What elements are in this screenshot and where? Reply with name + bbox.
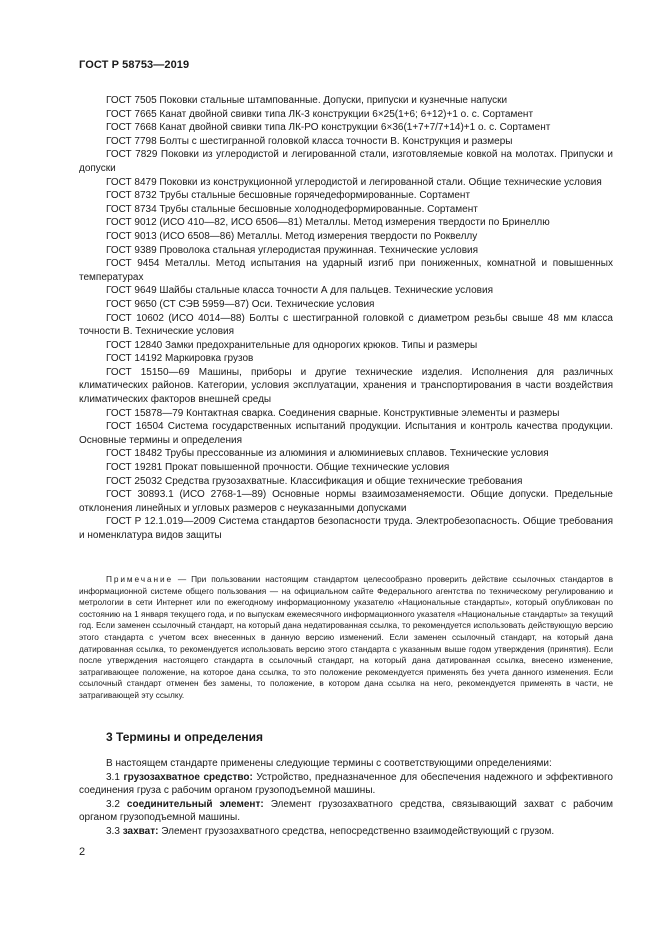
term-text: Элемент грузозахватного средства, непосредственно взаимодействующий с грузом. [161,825,555,837]
reference-item: ГОСТ 16504 Система государственных испытаний продукции. Испытания и контроль качества продукции. Основные термины и определения [79,421,613,446]
reference-item: ГОСТ 10602 (ИСО 4014—88) Болты с шестигранной головкой с диаметром резьбы свыше 48 мм класса точности В. Технические условия [79,312,613,338]
section-title: 3 Термины и определения [106,730,264,744]
term-name: захват: [122,825,159,837]
reference-item: ГОСТ 7668 Канат двойной свивки типа ЛК-РО конструкции 6×36(1+7+7/7+14)+1 о. с. Сортамент [106,122,551,134]
reference-item: ГОСТ 9012 (ИСО 410—82, ИСО 6506—81) Металлы. Метод измерения твердости по Бринеллю [106,217,550,229]
term-number: 3.3 [106,825,120,837]
reference-item: ГОСТ 18482 Трубы прессованные из алюминия и алюминиевых сплавов. Технические условия [106,448,549,460]
normative-references-list [79,94,613,543]
reference-item: ГОСТ 12840 Замки предохранительные для однорогих крюков. Типы и размеры [106,339,478,351]
reference-item: ГОСТ 8479 Поковки из конструкционной углеродистой и легированной стали. Общие технические условия [106,176,602,188]
term-text: Элемент грузозахватного средства, связывающий захват с рабочим органом грузоподъемной машины. [79,798,613,824]
reference-item: ГОСТ 8732 Трубы стальные бесшовные горячедеформированные. Сортамент [106,190,471,202]
reference-item: ГОСТ 15878—79 Контактная сварка. Соединения сварные. Конструктивные элементы и размеры [106,407,560,419]
term-name: грузозахватное средство: [123,771,253,783]
reference-item: ГОСТ 25032 Средства грузозахватные. Классификация и общие технические требования [106,475,523,487]
reference-item: ГОСТ 9454 Металлы. Метод испытания на ударный изгиб при пониженных, комнатной и повышенных температурах [79,258,613,283]
term-definition [79,825,613,839]
reference-item: ГОСТ 14192 Маркировка грузов [106,353,254,365]
reference-item: ГОСТ 9649 Шайбы стальные класса точности А для пальцев. Технические условия [106,285,493,297]
reference-item: ГОСТ 15150—69 Машины, приборы и другие технические изделия. Исполнения для различных климатических районов. Категории, условия эксплуатации, хранения и транспортирования в части воздействия климатических факторов внешней среды [79,366,613,406]
reference-item: ГОСТ 30893.1 (ИСО 2768-1—89) Основные нормы взаимозаменяемости. Общие допуски. Предельные отклонения линейных и угловых размеров с неуказанными допусками [79,489,613,514]
term-definition [79,798,613,825]
term-definition [79,771,613,798]
reference-item: ГОСТ 7829 Поковки из углеродистой и легированной стали, изготовляемые ковкой на молотах. Припуски и допуски [79,149,613,174]
reference-item: ГОСТ 8734 Трубы стальные бесшовные холоднодеформированные. Сортамент [106,203,478,215]
reference-item: ГОСТ 7505 Поковки стальные штампованные. Допуски, припуски и кузнечные напуски [106,95,508,106]
reference-item: ГОСТ 9650 (СТ СЭВ 5959—87) Оси. Технические условия [106,298,375,310]
term-number: 3.1 [106,771,120,783]
page-number: 2 [79,846,86,858]
document-header: ГОСТ Р 58753—2019 [79,59,190,71]
term-name: соединительный элемент: [126,798,264,810]
note-paragraph [79,574,613,702]
reference-item: ГОСТ 9389 Проволока стальная углеродистая пружинная. Технические условия [106,244,479,256]
note-label: Примечание [106,574,174,584]
note-text: — При пользовании настоящим стандартом целесообразно проверить действие ссылочных стандартов в информационной системе общего пользования — на официальном сайте Федерального агентства по техническому регулированию и метрологии в сети Интернет или по ежегодному информационному указателю «Национальные стандарты», который опубликован по состоянию на 1 января текущего года, и по выпускам ежемесячного информационного указателя «Национальные стандарты» за текущий год. Если заменен ссылочный стандарт, на который дана недатированная ссылка, то рекомендуется использовать действующую версию этого стандарта с учетом всех внесенных в данную версию изменений. Если заменен ссылочный стандарт, на который дана датированная ссылка, то рекомендуется использовать версию этого стандарта с указанным выше годом утверждения (принятия). Если после утверждения настоящего стандарта в ссылочный стандарт, на который дана датированная ссылка, внесено изменение, затрагивающее положение, на которое дана ссылка, то это положение рекомендуется применять без учета данного изменения. Если ссылочный стандарт отменен без замены, то положение, в котором дана ссылка на него, рекомендуется применять в части, не затрагивающей эту ссылку. [79,574,613,700]
reference-item: ГОСТ 7665 Канат двойной свивки типа ЛК-3 конструкции 6×25(1+6; 6+12)+1 о. с. Сортамент [106,108,534,120]
term-number: 3.2 [106,798,120,810]
reference-item: ГОСТ 7798 Болты с шестигранной головкой класса точности В. Конструкция и размеры [106,135,513,147]
definitions-list [79,757,613,839]
reference-item: ГОСТ 19281 Прокат повышенной прочности. Общие технические условия [106,462,450,474]
section-intro: В настоящем стандарте применены следующие термины с соответствующими определениями: [106,758,552,769]
term-text: Устройство, предназначенное для обеспечения надежного и эффективного соединения груза с рабочим органом грузоподъемной машины. [79,771,613,797]
reference-item: ГОСТ Р 12.1.019—2009 Система стандартов безопасности труда. Электробезопасность. Общие требования и номенклатура видов защиты [79,516,613,541]
reference-item: ГОСТ 9013 (ИСО 6508—86) Металлы. Метод измерения твердости по Роквеллу [106,230,478,242]
